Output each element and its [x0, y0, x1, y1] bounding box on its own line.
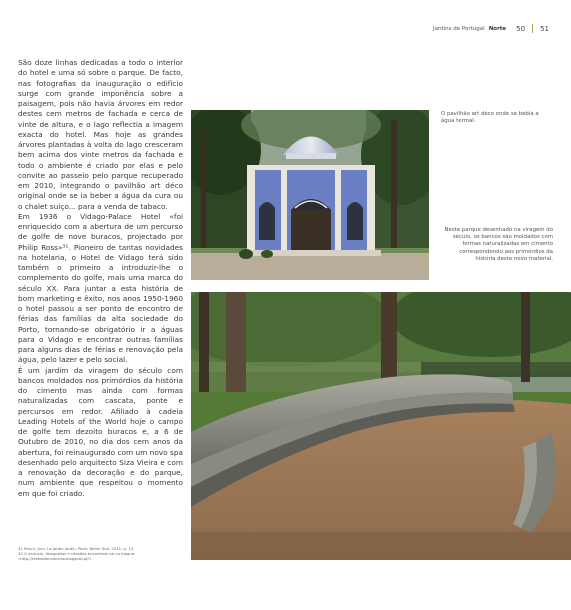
- header-region: Norte: [488, 25, 507, 32]
- header-section: Jardins de Portugal: [433, 25, 485, 32]
- footnotes: [18, 546, 178, 562]
- paragraph-1: São doze linhas dedicadas a todo o interior do hotel e uma só sobre o parque. De facto, nas fotografias da inauguração o edifício surge com grande imponência sobre a paisagem, pois não havia árvores em redor destes cem metros de fachada e cerca de vinte de altura, e o lago reflectia a imagem exacta do hotel. Mas hoje as grandes árvores plantadas à volta do lago cresceram bem acima dos vinte metros da fachada e todo o ambiente é criado por elas e pelo convite ao passeio pelo parque recuperado em 2010, integrando o pavilhão art déco original onde se ia beber a água da cura ou o chalet suíço... para a venda de tabaco.: [18, 58, 183, 211]
- running-header: [433, 24, 549, 33]
- pavilion-photo: [191, 110, 429, 280]
- paragraph-2: Em 1936 o Vidago-Palace Hotel «foi enriquecido com a abertura de um percurso de golfe de nove buracos, projectado por Philip Ross»³¹. Pioneiro de tantas novidades na hotelaria, o Hotel de Vidago terá sido também o primeiro a introduzir-lhe o complemento do golfe, mais uma marca do século XX. Para juntar a esta história de bom marketing e êxito, nos anos 1950-1960 o hotel passou a ser ponto de encontro de férias das famílias da alta sociedade do Porto, tornando-se obrigatório ir a águas para o Vidago e encontrar outras famílias para alguns dias de férias e renovação pela água, pelo lazer e pelo social.: [18, 211, 183, 365]
- body-text: [18, 58, 183, 499]
- bench-caption: Neste parque desenhado na viragem do século, os bancos são moldados com formas naturalizadas em cimento correspondendo aos primórdios da história deste novo material.: [444, 227, 553, 262]
- page-number-right: 51: [540, 24, 549, 33]
- paragraph-3: É um jardim da viragem do século com bancos moldados nos primórdios da história do cimento mas ainda com formas naturalizadas com cascata, ponte e percursos em redor. Afiliado à cadeia Leading Hotels of the World hoje o campo de golfe tem dezoito buracos e, a 6 de Outubro de 2010, no dia dos cem anos da abertura, foi reinaugurado com um novo spa desenhado pelo arquitecto Siza Vieira e com a renovação da decoração e do parque, num ambiente que respeitou o momento em que foi criado.: [18, 365, 183, 498]
- page-number-left: 50: [516, 24, 526, 33]
- pavilion-caption: O pavilhão art déco onde se bebia a água termal.: [441, 111, 539, 125]
- footnote-31: 31 Pesch, Jorn, Le Jardin Jardin, Paris: Bohm Sud, 2011, p. 13.: [18, 546, 135, 551]
- footnote-32: 32 O anúncio, fotografias e citações encontram-se no blogue: «http://restosdecoleccao.blogspot.pt/»: [18, 551, 136, 562]
- park-bench-photo: [191, 292, 571, 560]
- page-number-separator: [532, 24, 533, 33]
